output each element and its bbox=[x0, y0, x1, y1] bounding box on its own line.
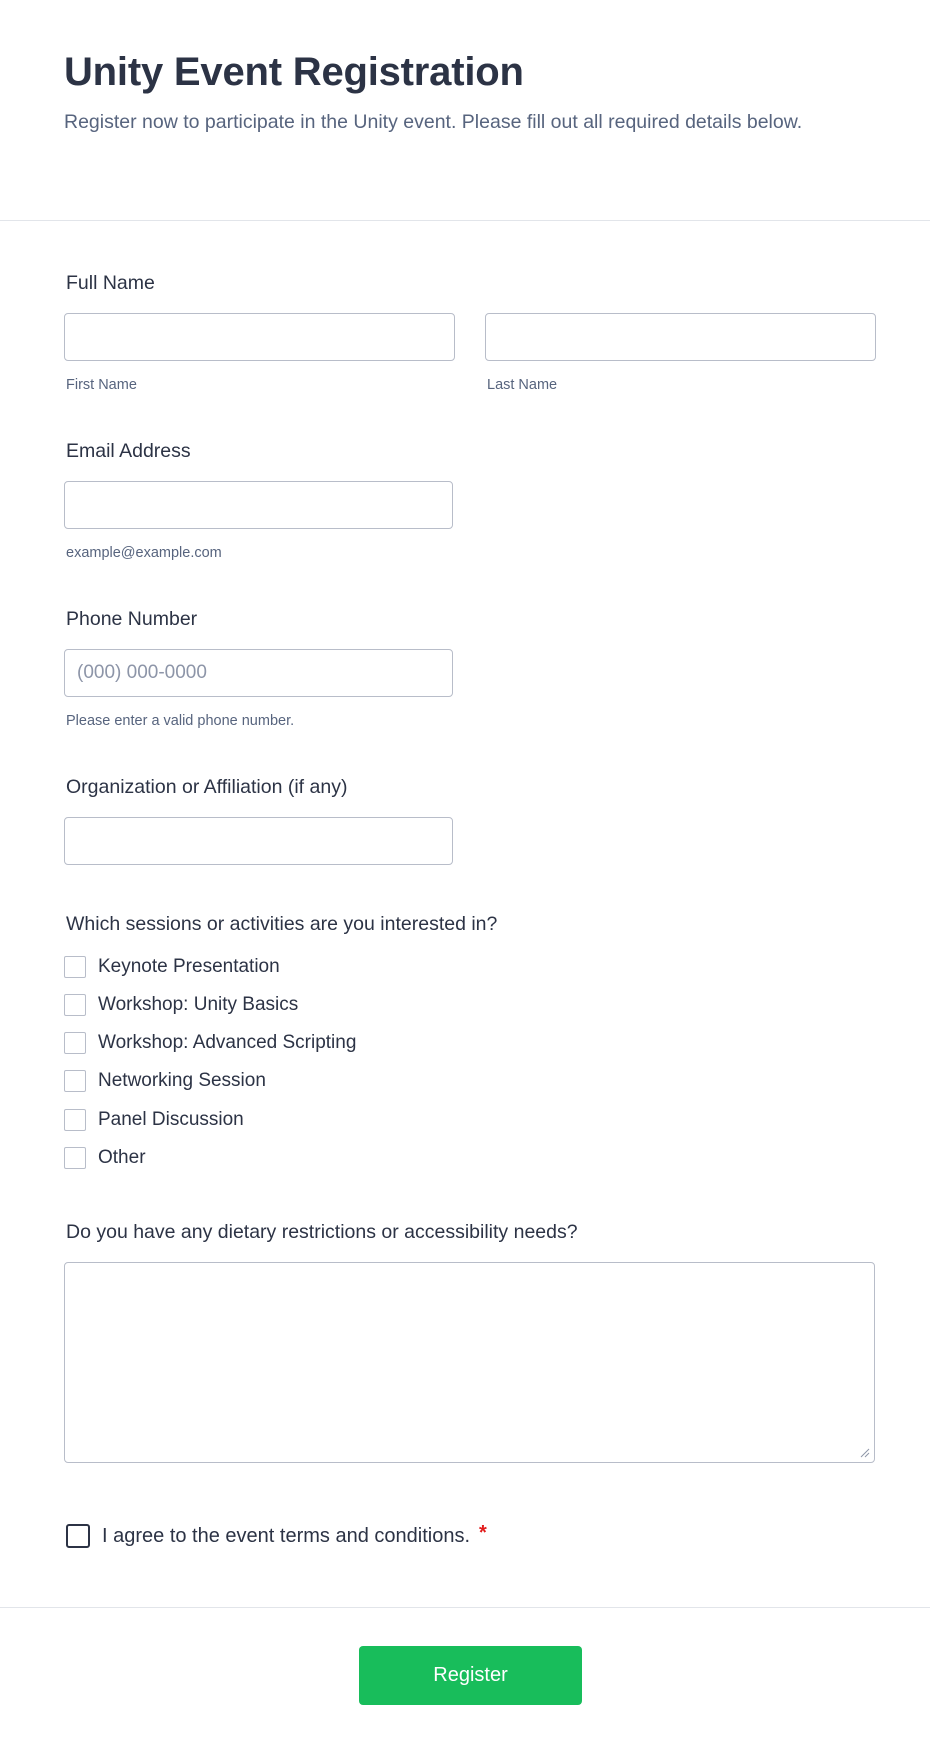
checkbox[interactable] bbox=[64, 1032, 86, 1054]
email-input[interactable] bbox=[64, 481, 453, 529]
checkbox[interactable] bbox=[64, 1147, 86, 1169]
checkbox[interactable] bbox=[64, 1109, 86, 1131]
form-header bbox=[0, 0, 930, 221]
checkbox[interactable] bbox=[64, 994, 86, 1016]
required-asterisk: * bbox=[479, 1521, 487, 1544]
first-name-sublabel: First Name bbox=[66, 377, 137, 393]
email-label: Email Address bbox=[66, 440, 191, 462]
organization-label: Organization or Affiliation (if any) bbox=[66, 776, 348, 798]
email-sublabel: example@example.com bbox=[66, 545, 222, 561]
session-option-unity-basics[interactable] bbox=[64, 992, 298, 1018]
full-name-label: Full Name bbox=[66, 272, 155, 294]
resize-grip-icon[interactable] bbox=[860, 1448, 870, 1458]
register-button[interactable]: Register bbox=[359, 1646, 582, 1705]
session-option-label: Other bbox=[98, 1147, 146, 1168]
needs-textarea[interactable] bbox=[64, 1262, 875, 1463]
phone-input[interactable] bbox=[64, 649, 453, 697]
terms-label: I agree to the event terms and conditions. bbox=[102, 1524, 470, 1547]
phone-sublabel: Please enter a valid phone number. bbox=[66, 713, 295, 729]
session-option-label: Panel Discussion bbox=[98, 1109, 244, 1130]
session-option-other[interactable] bbox=[64, 1145, 146, 1171]
terms-agreement[interactable] bbox=[66, 1522, 487, 1550]
checkbox[interactable] bbox=[64, 1070, 86, 1092]
last-name-sublabel: Last Name bbox=[487, 377, 558, 393]
form-title: Unity Event Registration bbox=[64, 50, 524, 94]
session-option-label: Keynote Presentation bbox=[98, 956, 280, 977]
form-subtitle: Register now to participate in the Unity event. Please fill out all required details below. bbox=[64, 111, 803, 133]
session-option-panel-discussion[interactable] bbox=[64, 1107, 244, 1133]
session-option-networking[interactable] bbox=[64, 1068, 266, 1094]
phone-label: Phone Number bbox=[66, 608, 198, 630]
first-name-input[interactable] bbox=[64, 313, 455, 361]
last-name-input[interactable] bbox=[485, 313, 876, 361]
sessions-label: Which sessions or activities are you interested in? bbox=[66, 913, 498, 935]
session-option-label: Workshop: Advanced Scripting bbox=[98, 1032, 357, 1053]
session-option-label: Workshop: Unity Basics bbox=[98, 994, 299, 1015]
session-option-advanced-scripting[interactable] bbox=[64, 1030, 356, 1056]
needs-label: Do you have any dietary restrictions or accessibility needs? bbox=[66, 1221, 578, 1243]
footer-divider bbox=[0, 1607, 930, 1608]
checkbox[interactable] bbox=[64, 956, 86, 978]
session-option-keynote[interactable] bbox=[64, 954, 280, 980]
terms-checkbox[interactable] bbox=[66, 1524, 90, 1548]
organization-input[interactable] bbox=[64, 817, 453, 865]
session-option-label: Networking Session bbox=[98, 1070, 266, 1091]
